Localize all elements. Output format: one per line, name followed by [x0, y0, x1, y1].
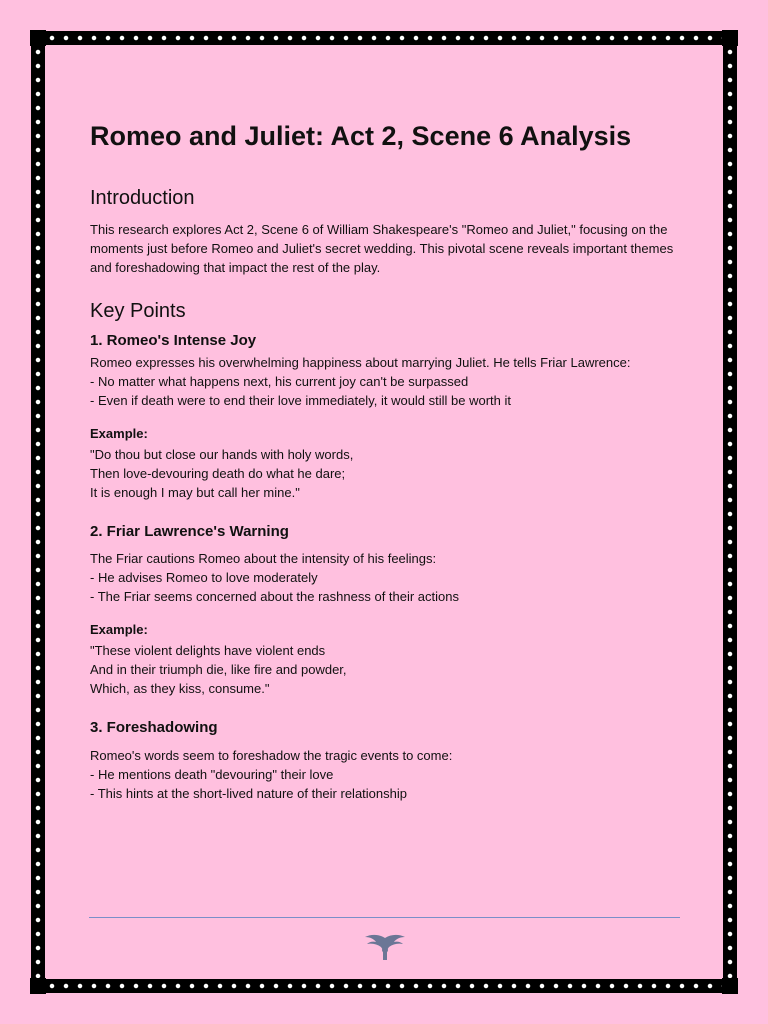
border-corner	[30, 30, 46, 46]
section-body	[90, 746, 680, 803]
section-title: 3. Foreshadowing	[90, 719, 218, 737]
section-title: 2. Friar Lawrence's Warning	[90, 522, 289, 540]
key-points-heading: Key Points	[90, 300, 186, 323]
key-point-section	[90, 522, 680, 699]
body-line: The Friar cautions Romeo about the intensity of his feelings:	[90, 551, 437, 567]
body-line: - He mentions death "devouring" their love	[90, 766, 334, 782]
fleuron-icon	[362, 928, 408, 962]
example-quote	[90, 641, 680, 698]
introduction-heading: Introduction	[90, 187, 195, 210]
section-title: 1. Romeo's Intense Joy	[90, 332, 257, 350]
body-line: - Even if death were to end their love immediately, it would still be worth it	[90, 392, 512, 408]
border-left	[31, 31, 45, 993]
border-corner	[722, 978, 738, 994]
quote-line: It is enough I may but call her mine."	[90, 484, 300, 500]
introduction-text: This research explores Act 2, Scene 6 of William Shakespeare's "Romeo and Juliet," focusing on the moments just before Romeo and Juliet's secret wedding. This pivotal scene reveals important themes and foreshadowing that impact the rest of the play.	[90, 222, 674, 276]
border-right	[723, 31, 737, 993]
body-line: - He advises Romeo to love moderately	[90, 570, 318, 586]
quote-line: "These violent delights have violent ends	[90, 643, 326, 659]
border-corner	[722, 30, 738, 46]
quote-line: Which, as they kiss, consume."	[90, 681, 270, 697]
document-body	[90, 120, 680, 823]
example-label: Example:	[90, 622, 148, 638]
key-point-section	[90, 718, 680, 803]
body-line: - The Friar seems concerned about the rashness of their actions	[90, 589, 460, 605]
body-line: Romeo expresses his overwhelming happiness about marrying Juliet. He tells Friar Lawrence:	[90, 354, 631, 370]
key-point-section	[90, 331, 680, 502]
example-quote	[90, 445, 680, 502]
border-top	[31, 31, 737, 45]
example-label: Example:	[90, 425, 148, 441]
footer-divider	[89, 917, 680, 918]
page-title: Romeo and Juliet: Act 2, Scene 6 Analysis	[90, 121, 632, 151]
body-line: - No matter what happens next, his current joy can't be surpassed	[90, 373, 469, 389]
body-line: Romeo's words seem to foreshadow the tragic events to come:	[90, 747, 453, 763]
body-line: - This hints at the short-lived nature of their relationship	[90, 785, 407, 801]
section-body	[90, 549, 680, 606]
border-bottom	[31, 979, 737, 993]
quote-line: And in their triumph die, like fire and powder,	[90, 662, 347, 678]
quote-line: Then love-devouring death do what he dare;	[90, 465, 346, 481]
quote-line: "Do thou but close our hands with holy words,	[90, 446, 354, 462]
border-corner	[30, 978, 46, 994]
section-body	[90, 353, 680, 410]
